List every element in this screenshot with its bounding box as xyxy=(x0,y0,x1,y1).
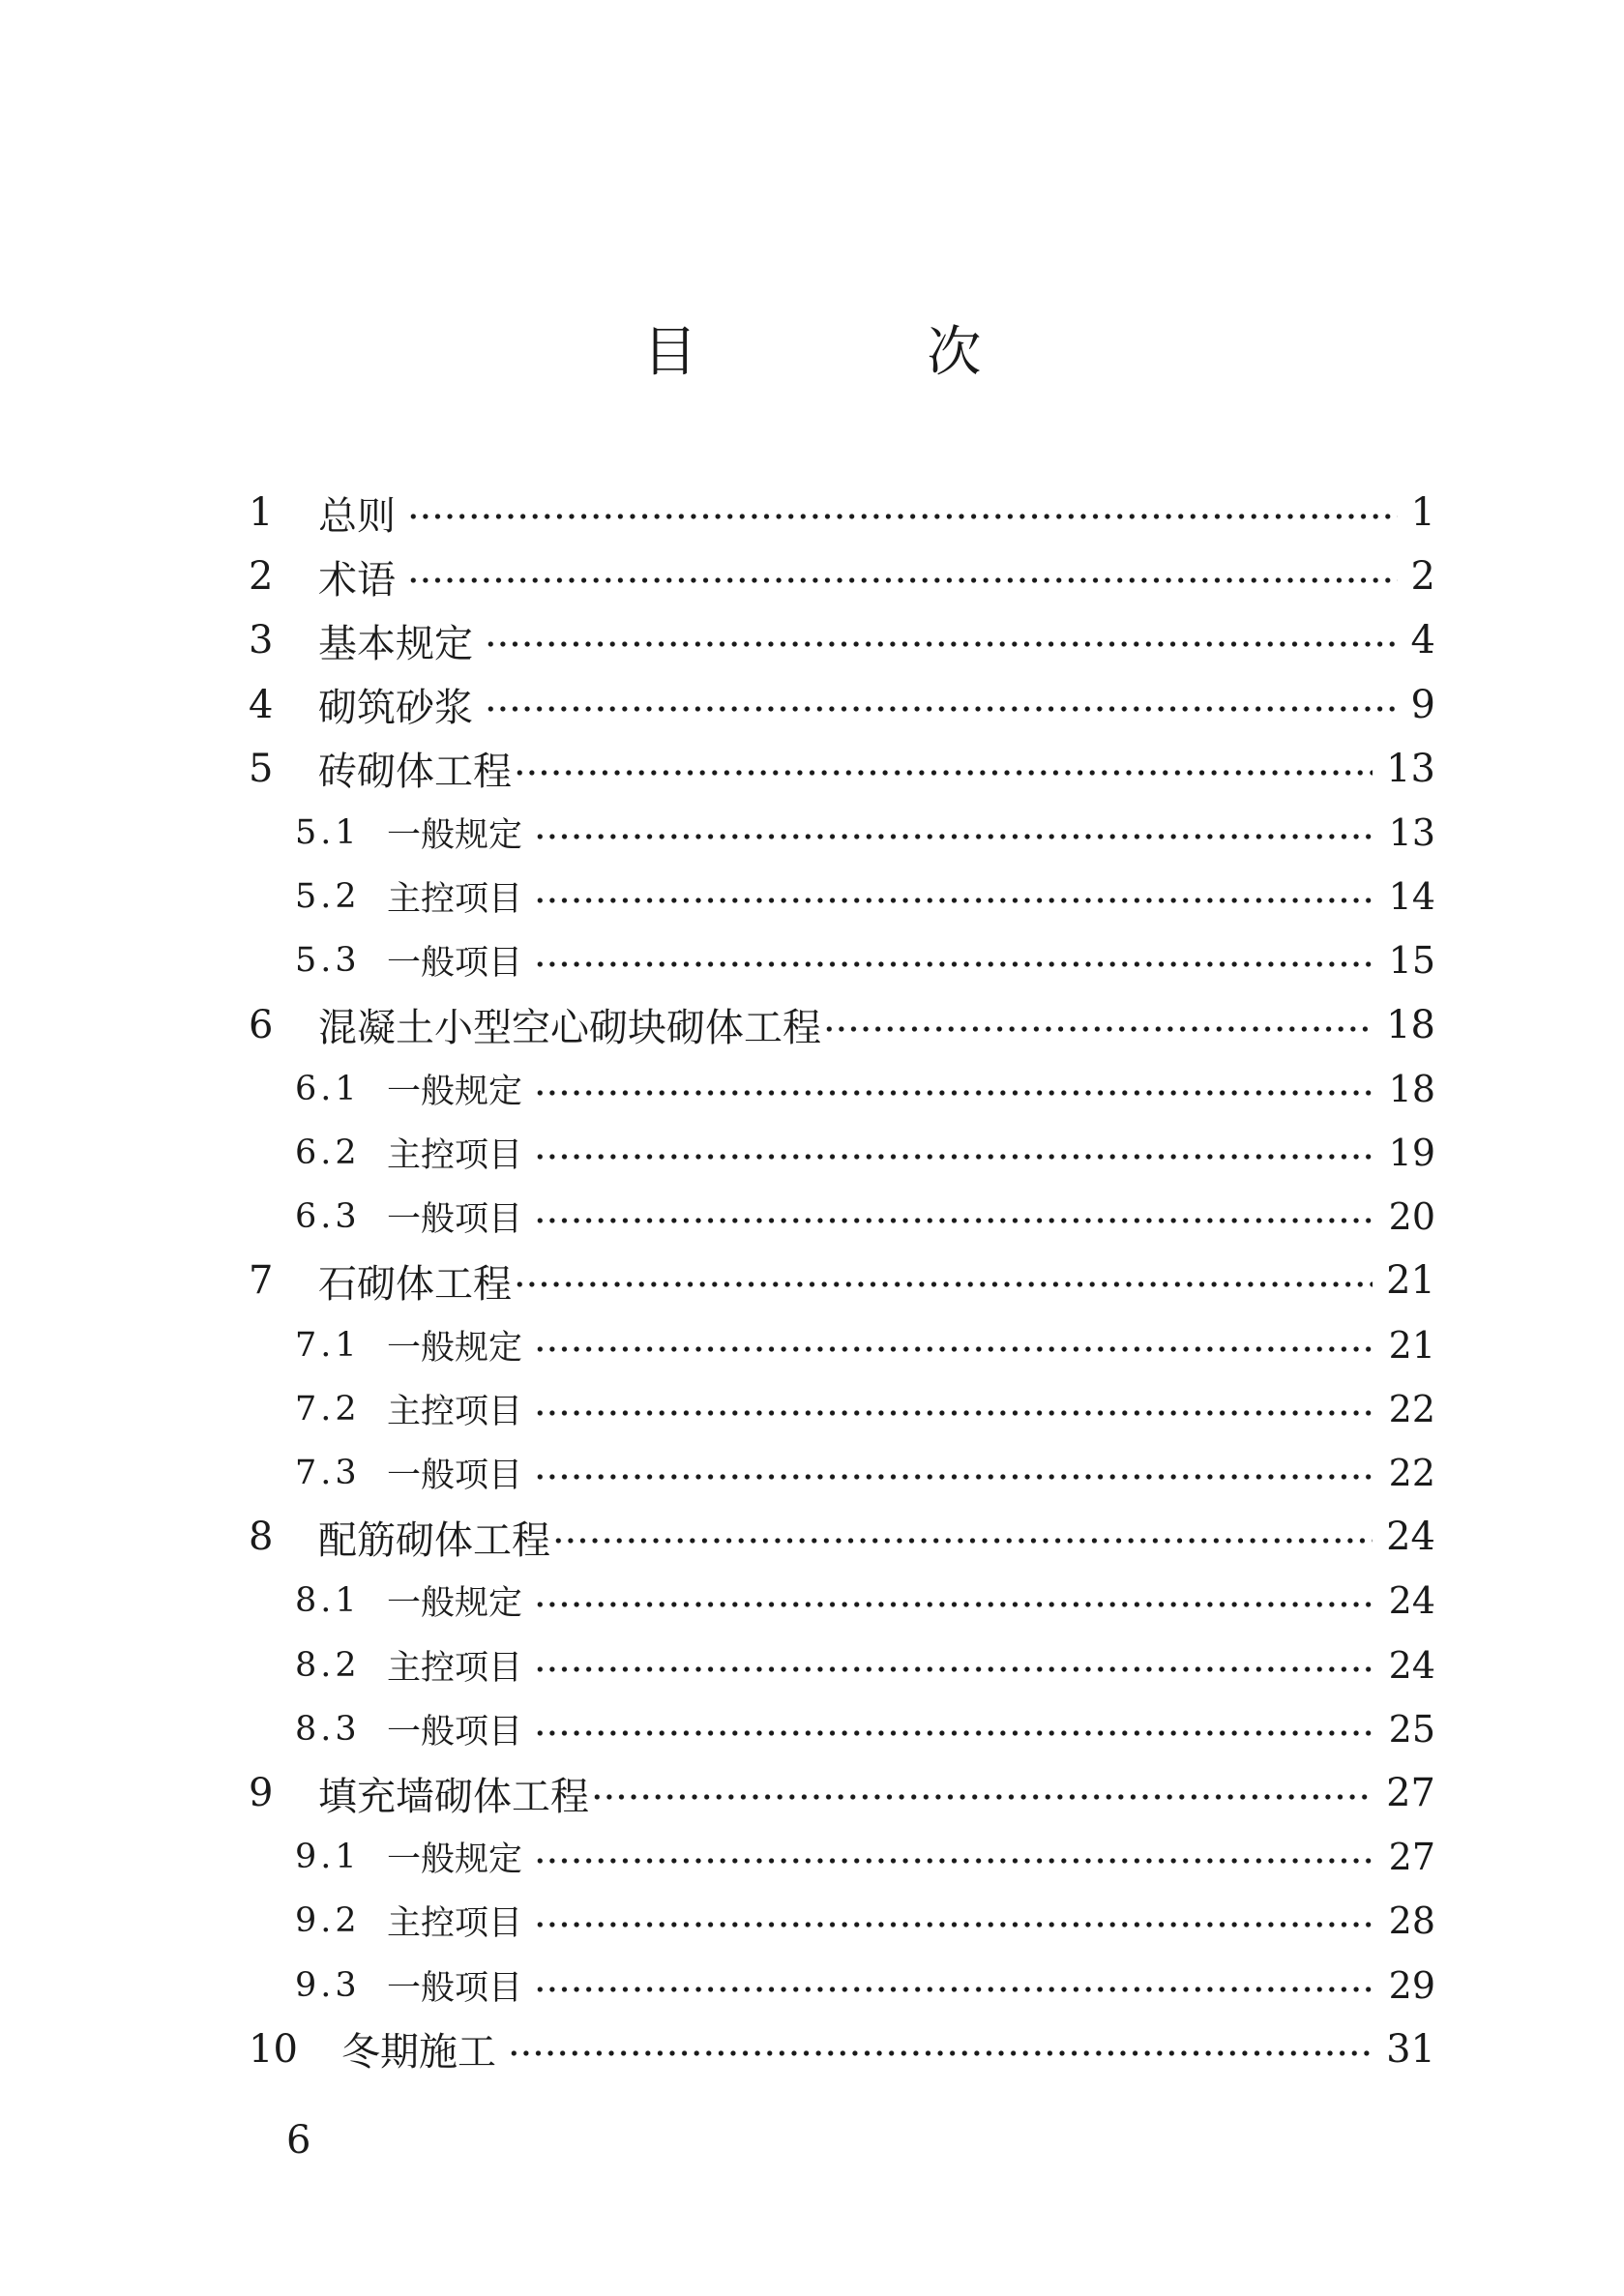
toc-entry-label: 一般项目 xyxy=(387,1968,523,2008)
toc-chapter-entry[interactable] xyxy=(249,1505,1435,1569)
toc-entry-label: 一般规定 xyxy=(387,1584,523,1624)
toc-entry-page: 29 xyxy=(1388,1963,1435,2007)
toc-entry-page: 13 xyxy=(1386,746,1435,791)
toc-chapter-entry[interactable] xyxy=(249,545,1435,608)
toc-entry-number: 5.1 xyxy=(295,813,361,852)
toc-entry-number: 7.2 xyxy=(295,1389,361,1428)
toc-entry-number: 2 xyxy=(249,554,274,600)
toc-section-entry[interactable] xyxy=(295,801,1435,865)
dot-leader xyxy=(823,1025,1373,1033)
toc-entry-page: 22 xyxy=(1388,1452,1435,1494)
toc-entry-page: 24 xyxy=(1388,1643,1435,1687)
toc-entry-page: 28 xyxy=(1388,1899,1435,1943)
dot-leader xyxy=(534,897,1375,904)
toc-entry-number: 8.3 xyxy=(295,1709,361,1749)
toc-chapter-entry[interactable] xyxy=(249,608,1435,672)
toc-entry-number: 6.2 xyxy=(295,1133,361,1172)
toc-section-entry[interactable] xyxy=(295,1441,1435,1505)
toc-entry-page: 2 xyxy=(1410,554,1435,600)
toc-entry-label: 主控项目 xyxy=(387,880,523,920)
toc-entry-number: 6 xyxy=(249,1002,274,1047)
dot-leader xyxy=(534,1409,1375,1417)
dot-leader xyxy=(514,1280,1373,1288)
toc-entry-number: 9.3 xyxy=(295,1965,361,2005)
toc-section-entry[interactable] xyxy=(295,1954,1435,2017)
dot-leader xyxy=(508,2049,1373,2057)
toc-section-entry[interactable] xyxy=(295,1313,1435,1377)
toc-entry-label: 混凝土小型空心砌块砌体工程 xyxy=(318,1006,821,1051)
dot-leader xyxy=(534,1089,1375,1097)
toc-entry-label: 主控项目 xyxy=(387,1904,523,1944)
toc-section-entry[interactable] xyxy=(295,1634,1435,1697)
dot-leader xyxy=(534,1153,1375,1161)
toc-section-entry[interactable] xyxy=(295,928,1435,992)
page-number: 6 xyxy=(286,2118,311,2163)
toc-entry-page: 24 xyxy=(1388,1579,1435,1623)
toc-chapter-entry[interactable] xyxy=(249,1249,1435,1312)
toc-entry-label: 术语 xyxy=(318,557,396,603)
toc-entry-label: 冬期施工 xyxy=(341,2030,496,2075)
dot-leader xyxy=(591,1793,1373,1801)
toc-section-entry[interactable] xyxy=(295,1121,1435,1185)
toc-entry-number: 1 xyxy=(249,490,274,535)
toc-section-entry[interactable] xyxy=(295,1697,1435,1761)
toc-entry-label: 主控项目 xyxy=(387,1136,523,1175)
toc-entry-number: 5.2 xyxy=(295,877,361,917)
toc-entry-page: 1 xyxy=(1410,490,1435,535)
dot-leader xyxy=(534,1921,1375,1928)
toc-entry-label: 一般规定 xyxy=(387,816,523,855)
toc-entry-number: 7 xyxy=(249,1258,274,1304)
toc-chapter-entry[interactable] xyxy=(249,2017,1435,2081)
toc-section-entry[interactable] xyxy=(295,1569,1435,1633)
toc-entry-label: 基本规定 xyxy=(318,621,473,666)
dot-leader xyxy=(552,1537,1373,1545)
toc-entry-number: 9.2 xyxy=(295,1901,361,1941)
toc-section-entry[interactable] xyxy=(295,1377,1435,1441)
toc-entry-page: 31 xyxy=(1386,2026,1435,2072)
toc-entry-page: 21 xyxy=(1388,1323,1435,1367)
toc-chapter-entry[interactable] xyxy=(249,481,1435,545)
toc-section-entry[interactable] xyxy=(295,1057,1435,1121)
toc-entry-page: 18 xyxy=(1388,1067,1435,1110)
dot-leader xyxy=(534,833,1375,840)
toc-entry-label: 一般项目 xyxy=(387,944,523,984)
toc-entry-number: 6.1 xyxy=(295,1069,361,1108)
toc-entry-label: 配筋砌体工程 xyxy=(318,1517,550,1563)
dot-leader xyxy=(534,1986,1375,1993)
toc-entry-page: 19 xyxy=(1388,1132,1435,1174)
toc-section-entry[interactable] xyxy=(295,1889,1435,1953)
dot-leader xyxy=(485,705,1398,713)
toc-entry-label: 主控项目 xyxy=(387,1392,523,1431)
toc-entry-label: 一般规定 xyxy=(387,1840,523,1880)
toc-entry-label: 一般规定 xyxy=(387,1072,523,1111)
toc-entry-page: 14 xyxy=(1388,875,1435,919)
dot-leader xyxy=(485,640,1398,648)
dot-leader xyxy=(534,1345,1375,1353)
toc-entry-label: 一般项目 xyxy=(387,1712,523,1751)
toc-entry-label: 一般项目 xyxy=(387,1457,523,1495)
toc-entry-number: 10 xyxy=(249,2026,298,2072)
toc-entry-page: 27 xyxy=(1388,1836,1435,1879)
toc-entry-page: 18 xyxy=(1386,1002,1435,1047)
toc-section-entry[interactable] xyxy=(295,865,1435,928)
dot-leader xyxy=(534,960,1375,968)
toc-entry-label: 一般项目 xyxy=(387,1200,523,1240)
toc-entry-page: 25 xyxy=(1388,1707,1435,1751)
toc-section-entry[interactable] xyxy=(295,1825,1435,1889)
toc-chapter-entry[interactable] xyxy=(249,1761,1435,1825)
dot-leader xyxy=(534,1857,1375,1865)
toc-entry-label: 填充墙砌体工程 xyxy=(318,1774,589,1819)
toc-entry-number: 6.3 xyxy=(295,1197,361,1237)
toc-entry-label: 石砌体工程 xyxy=(318,1261,512,1307)
toc-title: 目 次 xyxy=(642,321,1088,384)
toc-entry-page: 4 xyxy=(1410,618,1435,663)
toc-entry-number: 5.3 xyxy=(295,941,361,981)
dot-leader xyxy=(534,1217,1375,1224)
toc-entry-page: 15 xyxy=(1388,939,1435,983)
toc-entry-number: 8 xyxy=(249,1515,274,1560)
toc-entry-page: 20 xyxy=(1388,1195,1435,1239)
toc-entry-number: 7.1 xyxy=(295,1325,361,1365)
toc-entry-label: 总则 xyxy=(318,493,396,539)
toc-entry-number: 8.1 xyxy=(295,1581,361,1621)
toc-chapter-entry[interactable] xyxy=(249,737,1435,801)
toc-entry-label: 主控项目 xyxy=(387,1648,523,1688)
dot-leader xyxy=(407,513,1398,520)
toc-entry-label: 一般规定 xyxy=(387,1328,523,1368)
toc-section-entry[interactable] xyxy=(295,1185,1435,1249)
toc-entry-number: 4 xyxy=(249,682,274,727)
dot-leader xyxy=(534,1473,1375,1481)
toc-entry-number: 7.3 xyxy=(295,1454,361,1492)
toc-entry-number: 9 xyxy=(249,1771,274,1815)
toc-entry-page: 9 xyxy=(1410,682,1435,727)
toc-entry-page: 22 xyxy=(1388,1387,1435,1430)
toc-chapter-entry[interactable] xyxy=(249,673,1435,737)
toc-entry-page: 13 xyxy=(1388,811,1435,854)
dot-leader xyxy=(534,1601,1375,1608)
toc-entry-number: 8.2 xyxy=(295,1645,361,1685)
dot-leader xyxy=(514,769,1373,777)
toc-chapter-entry[interactable] xyxy=(249,993,1435,1057)
toc-entry-page: 24 xyxy=(1386,1515,1435,1560)
dot-leader xyxy=(407,576,1398,584)
toc-entry-number: 3 xyxy=(249,618,274,663)
toc-entry-number: 9.1 xyxy=(295,1838,361,1877)
dot-leader xyxy=(534,1665,1375,1673)
toc-entry-label: 砖砌体工程 xyxy=(318,750,512,795)
toc-entry-page: 21 xyxy=(1386,1258,1435,1304)
toc-entry-page: 27 xyxy=(1386,1771,1435,1815)
toc-entry-label: 砌筑砂浆 xyxy=(318,686,473,731)
toc-entry-number: 5 xyxy=(249,746,274,791)
dot-leader xyxy=(534,1729,1375,1737)
